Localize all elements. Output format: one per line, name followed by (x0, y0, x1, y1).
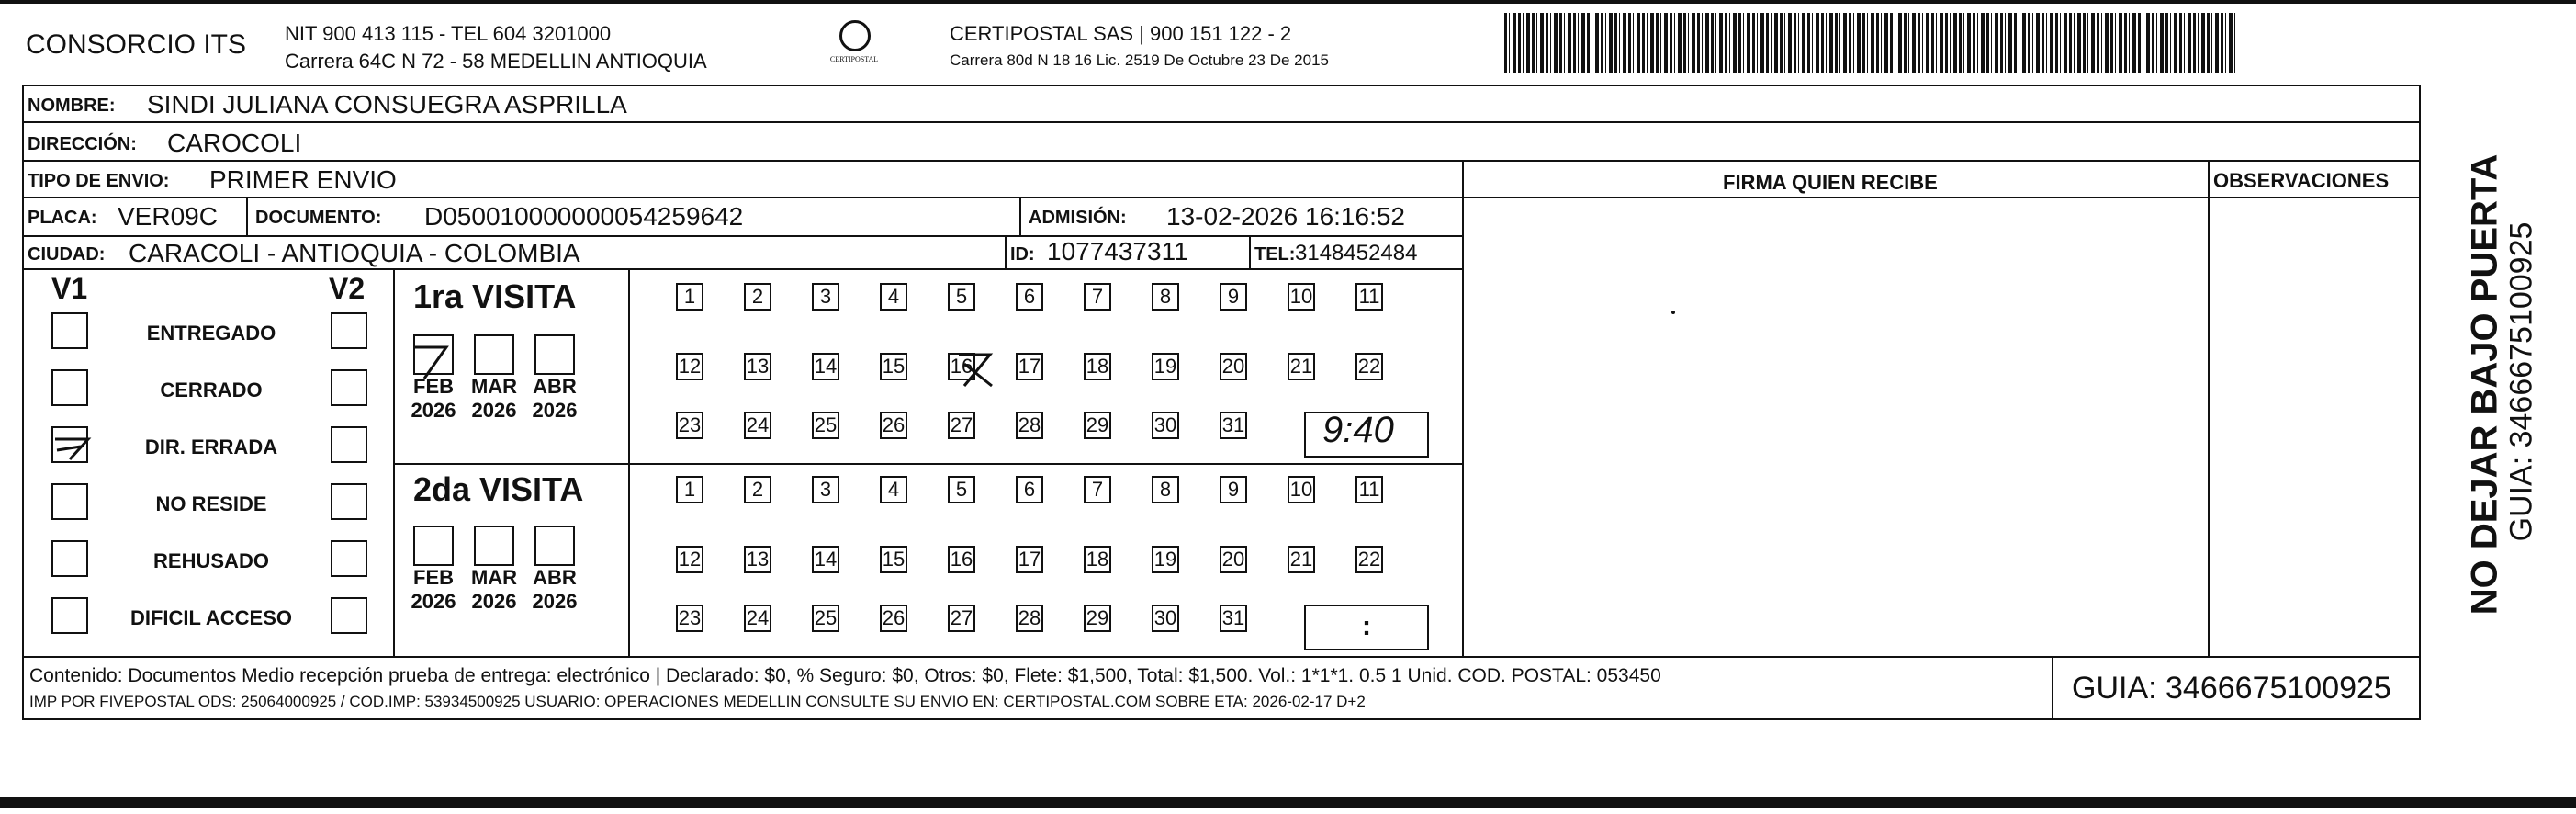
day-cell[interactable]: 14 (812, 353, 839, 380)
status-label: REHUSADO (153, 549, 269, 572)
day-cell[interactable]: 30 (1152, 605, 1179, 632)
day-cell[interactable]: 19 (1152, 353, 1179, 380)
year-label: 2026 (471, 399, 517, 422)
day-cell[interactable]: 8 (1152, 283, 1179, 311)
day-cell[interactable]: 9 (1220, 476, 1247, 503)
month-label: MAR (470, 375, 518, 398)
observaciones-header: OBSERVACIONES (2213, 169, 2390, 192)
id-label: ID: (1010, 244, 1035, 265)
year-label: 2026 (411, 590, 456, 613)
day-cell[interactable]: 3 (812, 476, 839, 503)
day-cell[interactable]: 21 (1288, 546, 1315, 573)
day-cell[interactable]: 20 (1220, 546, 1247, 573)
firma-header: FIRMA QUIEN RECIBE (1723, 171, 1938, 194)
day-cell[interactable]: 16 (948, 353, 975, 380)
tipo-label: TIPO DE ENVIO: (28, 171, 170, 191)
tel-value: 3148452484 (1295, 241, 1418, 266)
side-text (2430, 88, 2540, 720)
month-label: ABR (533, 566, 577, 589)
day-cell[interactable]: 4 (880, 283, 907, 311)
day-cell[interactable]: 10 (1288, 476, 1315, 503)
day-cell[interactable]: 1 (676, 283, 703, 311)
nombre-value: SINDI JULIANA CONSUEGRA ASPRILLA (147, 90, 627, 119)
day-cell[interactable]: 24 (744, 605, 771, 632)
year-label: 2026 (411, 399, 456, 422)
day-cell[interactable]: 30 (1152, 412, 1179, 439)
documento-value: D050010000000054259642 (424, 202, 744, 231)
day-cell[interactable]: 27 (948, 605, 975, 632)
tel-label: TEL: (1254, 244, 1296, 265)
day-cell[interactable]: 25 (812, 412, 839, 439)
day-cell[interactable]: 25 (812, 605, 839, 632)
day-cell[interactable]: 17 (1016, 546, 1043, 573)
direccion-label: DIRECCIÓN: (28, 134, 137, 154)
day-cell[interactable]: 18 (1084, 353, 1111, 380)
day-cell[interactable]: 29 (1084, 605, 1111, 632)
day-cell[interactable]: 9 (1220, 283, 1247, 311)
day-cell[interactable]: 7 (1084, 283, 1111, 311)
year-label: 2026 (532, 399, 578, 422)
company-name: CONSORCIO ITS (26, 29, 247, 60)
day-cell[interactable]: 5 (948, 283, 975, 311)
second-visit-title: 2da VISITA (413, 470, 584, 508)
day-cell[interactable]: 13 (744, 353, 771, 380)
day-cell[interactable]: 6 (1016, 476, 1043, 503)
company-address: Carrera 64C N 72 - 58 MEDELLIN ANTIOQUIA (285, 50, 707, 73)
day-cell[interactable]: 2 (744, 283, 771, 311)
status-label: DIFICIL ACCESO (129, 606, 292, 629)
nombre-label: NOMBRE: (28, 96, 116, 116)
day-cell[interactable]: 6 (1016, 283, 1043, 311)
first-visit-title: 1ra VISITA (413, 277, 577, 315)
day-cell[interactable]: 15 (880, 546, 907, 573)
first-visit-time: 9:40 (1322, 410, 1394, 450)
day-cell[interactable]: 26 (880, 412, 907, 439)
admision-value: 13-02-2026 16:16:52 (1166, 202, 1405, 231)
time-box[interactable]: : (1304, 605, 1429, 650)
month-label: FEB (413, 566, 454, 589)
day-cell[interactable]: 28 (1016, 605, 1043, 632)
placa-label: PLACA: (28, 208, 97, 228)
ciudad-label: CIUDAD: (28, 244, 106, 265)
day-cell[interactable]: 22 (1355, 353, 1383, 380)
company-nit: NIT 900 413 115 - TEL 604 3201000 (285, 22, 612, 45)
day-cell[interactable]: 14 (812, 546, 839, 573)
day-cell[interactable]: 3 (812, 283, 839, 311)
col-line (2052, 656, 2053, 720)
tipo-value: PRIMER ENVIO (209, 165, 397, 194)
placa-value: VER09C (118, 202, 218, 231)
no-dejar-text: NO DEJAR BAJO PUERTA (2464, 153, 2505, 616)
side-guia: GUIA: 3466675100925 (2503, 221, 2539, 542)
imp-text: IMP POR FIVEPOSTAL ODS: 25064000925 / COD.IMP: 53934500925 USUARIO: OPERACIONES MEDELLIN CONSULTE SU ENVIO EN: CERTIPOSTAL.COM SOBRE ETA: 2026-02-17 D+2 (29, 693, 1366, 710)
v1-label: V1 (51, 272, 88, 305)
ciudad-value: CARACOLI - ANTIOQUIA - COLOMBIA (129, 239, 580, 267)
footer-guia: GUIA: 3466675100925 (2072, 671, 2391, 706)
day-cell[interactable]: 13 (744, 546, 771, 573)
day-cell[interactable]: 31 (1220, 605, 1247, 632)
day-cell[interactable]: 28 (1016, 412, 1043, 439)
day-cell[interactable]: 29 (1084, 412, 1111, 439)
day-cell[interactable]: 11 (1355, 283, 1383, 311)
v2-label: V2 (329, 272, 366, 305)
documento-label: DOCUMENTO: (255, 208, 382, 228)
day-cell[interactable]: 11 (1355, 476, 1383, 503)
month-label: MAR (470, 566, 518, 589)
day-cell[interactable]: 1 (676, 476, 703, 503)
contenido-text: Contenido: Documentos Medio recepción prueba de entrega: electrónico | Declarado: $0, % Seguro: $0, Otros: $0, Flete: $1,500, Total: $1,500. Vol.: 1*1*1. 0.5 1 Unid. COD. POSTAL: 053450 (29, 665, 1661, 686)
day-cell[interactable]: 12 (676, 353, 703, 380)
day-cell[interactable]: 22 (1355, 546, 1383, 573)
direccion-value: CAROCOLI (167, 129, 302, 157)
day-cell[interactable]: 16 (948, 546, 975, 573)
day-cell[interactable]: 18 (1084, 546, 1111, 573)
status-label: ENTREGADO (146, 322, 276, 345)
certipostal-address: Carrera 80d N 18 16 Lic. 2519 De Octubre 23 De 2015 (950, 51, 1329, 69)
id-value: 1077437311 (1047, 237, 1188, 266)
day-cell[interactable]: 21 (1288, 353, 1315, 380)
day-cell[interactable]: 5 (948, 476, 975, 503)
day-cell[interactable]: 27 (948, 412, 975, 439)
day-cell[interactable]: 8 (1152, 476, 1179, 503)
year-label: 2026 (471, 590, 517, 613)
day-cell[interactable]: 12 (676, 546, 703, 573)
day-cell[interactable]: 23 (676, 412, 703, 439)
day-cell[interactable]: 4 (880, 476, 907, 503)
logo-text: CERTIPOSTAL (829, 55, 879, 63)
certipostal-info: CERTIPOSTAL SAS | 900 151 122 - 2 (950, 22, 1292, 45)
day-cell[interactable]: 24 (744, 412, 771, 439)
day-cell[interactable]: 15 (880, 353, 907, 380)
status-label: NO RESIDE (155, 492, 267, 515)
admision-label: ADMISIÓN: (1029, 208, 1127, 228)
year-label: 2026 (532, 590, 578, 613)
month-label: FEB (413, 375, 454, 398)
day-cell[interactable]: 7 (1084, 476, 1111, 503)
day-cell[interactable]: 31 (1220, 412, 1247, 439)
signature-dot (1671, 311, 1675, 314)
day-cell[interactable]: 23 (676, 605, 703, 632)
day-cell[interactable]: 19 (1152, 546, 1179, 573)
day-cell[interactable]: 10 (1288, 283, 1315, 311)
status-label: DIR. ERRADA (144, 435, 278, 458)
day-cell[interactable]: 17 (1016, 353, 1043, 380)
day-cell[interactable]: 2 (744, 476, 771, 503)
day-cell[interactable]: 20 (1220, 353, 1247, 380)
status-label: CERRADO (160, 379, 263, 401)
day-cell[interactable]: 26 (880, 605, 907, 632)
month-label: ABR (533, 375, 577, 398)
